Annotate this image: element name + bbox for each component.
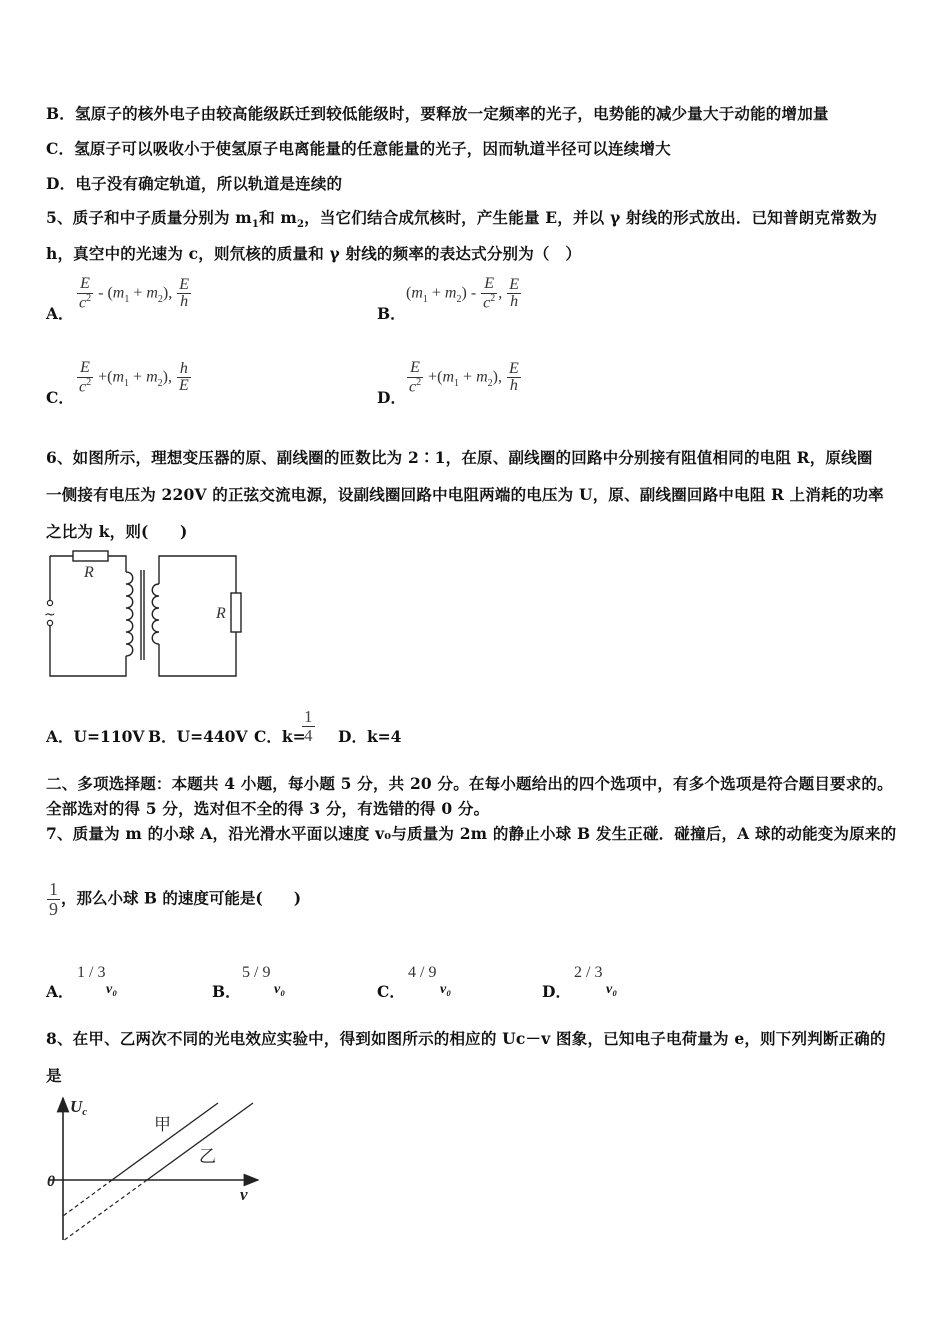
transformer-circuit-diagram: [44, 548, 244, 683]
secondary-resistor-label: R: [216, 605, 226, 622]
line-yi-dashed: [63, 1180, 147, 1241]
q5-option-a-label: A．: [46, 304, 74, 323]
section2-line1: 二、多项选择题：本题共 4 小题，每小题 5 分，共 20 分。在每小题给出的四个选项中，有多个选项是符合题目要求的。: [46, 774, 893, 793]
q7-fraction: $\frac{1}{9}$: [49, 879, 58, 919]
q6-option-a: A．U=110V: [46, 727, 145, 746]
q5-option-d-formula: $\frac{E}{c^2}$ $+(m_1 + m_2)$, $\frac{E}{h}$: [409, 359, 519, 396]
q8-stem-line2: 是: [46, 1066, 62, 1085]
q5-option-b-formula: $(m_1 + m_2)$ - $\frac{E}{c^2}$ , $\frac{E}{h}$: [406, 275, 520, 312]
q4-option-c: C．氢原子可以吸收小于使氢原子电离能量的任意能量的光子，因而轨道半径可以连续增大: [46, 139, 671, 158]
line-yi-label: 乙: [199, 1147, 216, 1167]
q5-stem-line1: 5、质子和中子质量分别为 $m_1$和 $m_2$，当它们结合成氘核时，产生能量 E，并以 γ 射线的形式放出．已知普朗克常数为: [46, 208, 878, 231]
q7-stem-line2: ，那么小球 B 的速度可能是( ): [61, 888, 302, 908]
q5-option-d-label: D．: [377, 388, 406, 407]
q5-option-b-label: B．: [377, 304, 406, 323]
q5-option-a-formula: $\frac{E}{c^2}$ - $(m_1 + m_2)$, $\frac{E}{h}$: [79, 275, 190, 312]
y-axis-label: Uc: [70, 1097, 88, 1118]
ac-source-symbol: ~: [44, 607, 56, 623]
q7-stem-line1: 7、质量为 m 的小球 A，沿光滑水平面以速度 v₀与质量为 2m 的静止小球 B 发生正碰．碰撞后，A 球的动能变为原来的: [46, 824, 897, 843]
q8-stem-line1: 8、在甲、乙两次不同的光电效应实验中，得到如图所示的相应的 Uc－v 图象，已知电子电荷量为 e，则下列判断正确的: [46, 1029, 886, 1048]
line-jia-label: 甲: [154, 1115, 171, 1135]
q6-option-d: D．k=4: [338, 727, 402, 746]
q4-option-b: B．氢原子的核外电子由较高能级跃迁到较低能级时，要释放一定频率的光子，电势能的减少量大于动能的增加量: [46, 104, 829, 123]
q5-option-c-label: C．: [46, 388, 74, 407]
q6-stem-line1: 6、如图所示，理想变压器的原、副线圈的匝数比为 2∶1，在原、副线圈的回路中分别接有阻值相同的电阻 R，原线圈: [46, 448, 873, 467]
origin-label: 0: [47, 1173, 55, 1190]
q6-stem-line2: 一侧接有电压为 220V 的正弦交流电源，设副线圈回路中电阻两端的电压为 U，原、副线圈回路中电阻 R 上消耗的功率: [46, 485, 884, 504]
q5-option-c-formula: $\frac{E}{c^2}$ $+(m_1 + m_2)$, $\frac{h}{E}$: [79, 359, 189, 396]
x-axis-label: v: [240, 1185, 248, 1204]
q4-option-d: D．电子没有确定轨道，所以轨道是连续的: [46, 174, 343, 193]
section2-line2: 全部选对的得 5 分，选对但不全的得 3 分，有选错的得 0 分。: [46, 799, 490, 818]
q6-option-b: B．U=440V: [148, 727, 248, 746]
q6-stem-line3: 之比为 k，则( ): [46, 522, 188, 541]
q5-stem-line2: h，真空中的光速为 c，则氘核的质量和 γ 射线的频率的表达式分别为（ ）: [46, 244, 582, 263]
source-terminal-top: [47, 600, 52, 605]
q6-option-c: C．k=: [254, 727, 306, 746]
uc-v-graph: [44, 1090, 274, 1250]
q6-option-c-fraction: $\frac{1}{4}$: [304, 707, 313, 745]
primary-resistor-label: R: [84, 564, 94, 581]
q7-stem-line2-wrap: [46, 880, 301, 919]
